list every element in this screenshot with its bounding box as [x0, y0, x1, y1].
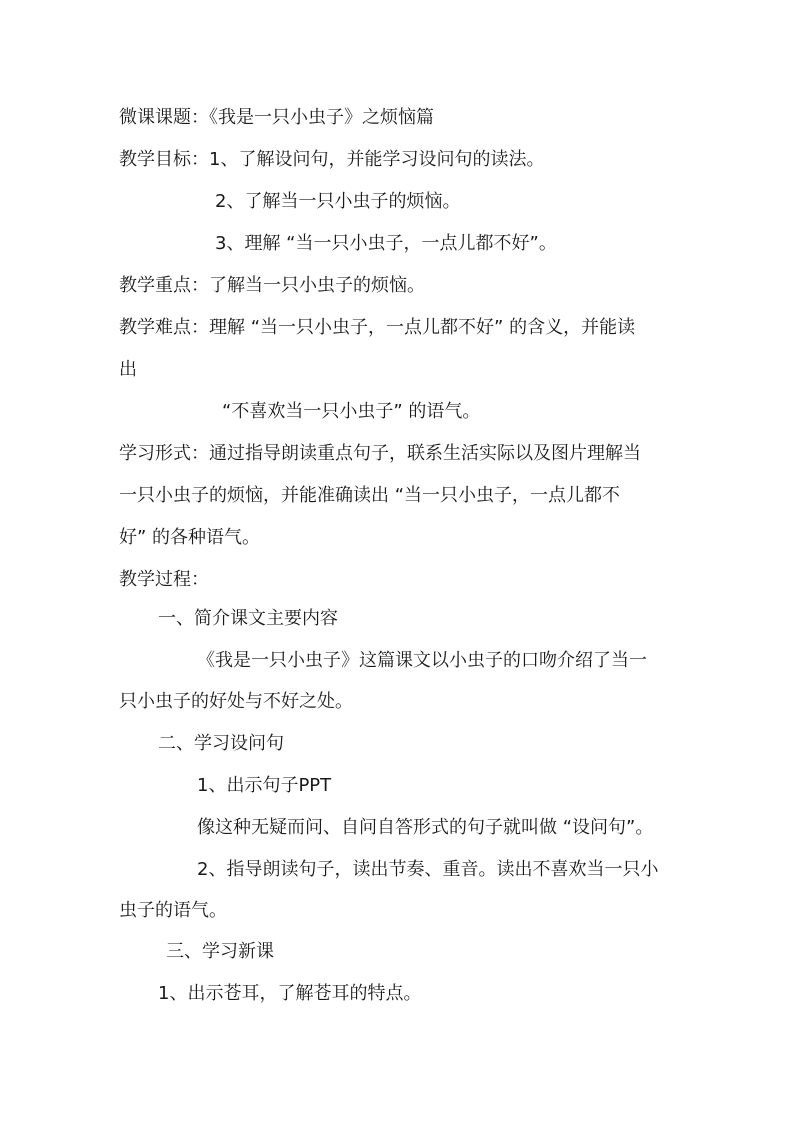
difficulty-line-3: “不喜欢当一只小虫子” 的语气。	[222, 401, 481, 422]
process-heading: 教学过程：	[119, 569, 209, 590]
goals-line-3: 3、理解 “当一只小虫子，一点儿都不好”。	[215, 233, 557, 254]
goals-line-2: 2、了解当一只小虫子的烦恼。	[215, 191, 461, 212]
section-1-para-line-2: 只小虫子的好处与不好之处。	[119, 691, 353, 712]
form-line-1: 学习形式：通过指导朗读重点句子，联系生活实际以及图片理解当	[119, 443, 641, 464]
section-2-item-1-desc: 像这种无疑而问、自问自答形式的句子就叫做 “设问句”。	[197, 817, 654, 838]
section-1-para-line-1: 《我是一只小虫子》这篇课文以小虫子的口吻介绍了当一	[197, 650, 647, 671]
section-3-heading: 三、学习新课	[166, 941, 274, 962]
section-2-heading: 二、学习设问句	[158, 733, 284, 754]
section-2-item-2-line-1: 2、指导朗读句子，读出节奏、重音。读出不喜欢当一只小	[197, 859, 659, 880]
section-2-item-2-line-2: 虫子的语气。	[119, 900, 227, 921]
section-2-item-1: 1、出示句子PPT	[197, 775, 332, 796]
form-line-2: 一只小虫子的烦恼，并能准确读出 “当一只小虫子，一点儿都不	[119, 485, 621, 506]
difficulty-line-2: 出	[119, 359, 137, 380]
section-1-heading: 一、简介课文主要内容	[158, 608, 338, 629]
difficulty-line-1: 教学难点：理解 “当一只小虫子，一点儿都不好” 的含义，并能读	[119, 317, 636, 338]
section-3-item-1: 1、出示苍耳，了解苍耳的特点。	[158, 983, 422, 1004]
goals-line-1: 教学目标：1、了解设问句，并能学习设问句的读法。	[119, 149, 545, 170]
form-line-3: 好” 的各种语气。	[119, 527, 261, 548]
key-point: 教学重点：了解当一只小虫子的烦恼。	[119, 275, 425, 296]
lesson-title: 微课课题：《我是一只小虫子》之烦恼篇	[119, 107, 434, 128]
